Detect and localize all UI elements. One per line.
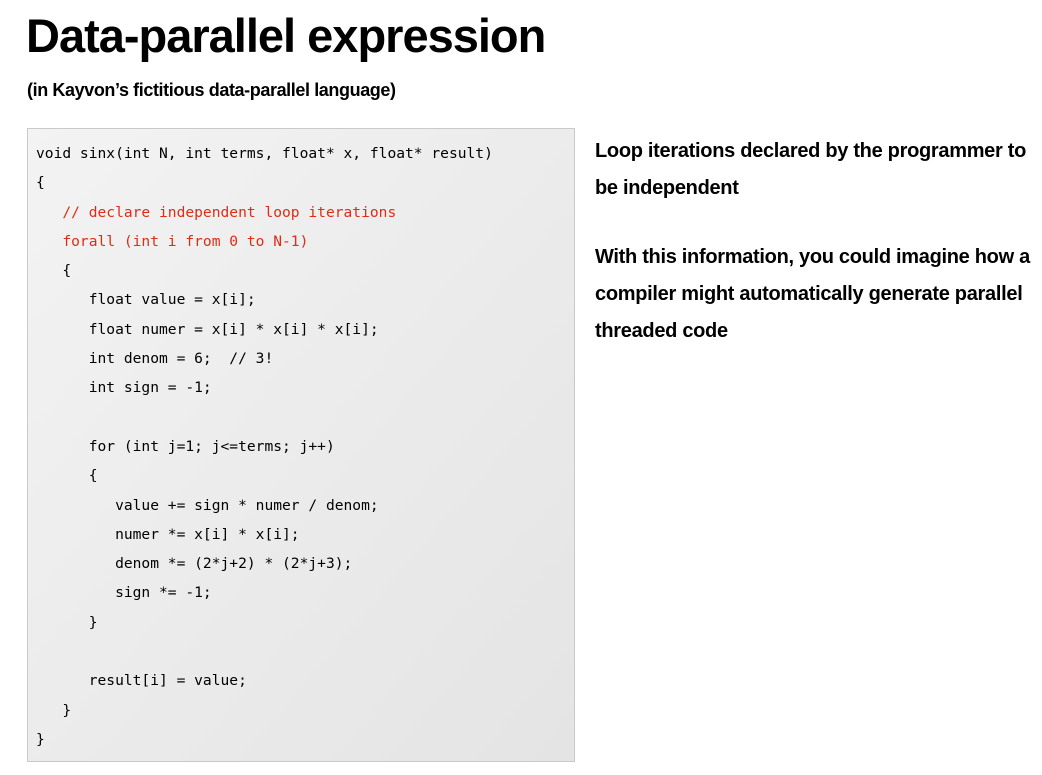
code-line: { bbox=[36, 174, 45, 192]
note-paragraph-1: Loop iterations declared by the programmer to be independent bbox=[595, 140, 1027, 199]
code-line: value += sign * numer / denom; bbox=[36, 496, 379, 514]
code-line: forall (int i from 0 to N-1) bbox=[36, 232, 309, 250]
code-line: // declare independent loop iterations bbox=[36, 203, 397, 221]
page-subtitle: (in Kayvon’s fictitious data-parallel language) bbox=[27, 80, 396, 100]
code-line: float value = x[i]; bbox=[36, 291, 256, 309]
code-line: float numer = x[i] * x[i] * x[i]; bbox=[36, 320, 379, 338]
code-listing bbox=[36, 139, 574, 754]
code-line: result[i] = value; bbox=[36, 672, 247, 690]
code-line: { bbox=[36, 467, 98, 485]
code-line: { bbox=[36, 262, 72, 280]
code-line: int denom = 6; // 3! bbox=[36, 350, 274, 368]
note-paragraph-2: With this information, you could imagine how a compiler might automatically generate parallel threaded code bbox=[595, 246, 1030, 342]
code-line: denom *= (2*j+2) * (2*j+3); bbox=[36, 555, 353, 573]
code-block bbox=[27, 128, 575, 762]
code-line: } bbox=[36, 730, 45, 748]
page-title: Data-parallel expression bbox=[26, 9, 546, 62]
code-line: for (int j=1; j<=terms; j++) bbox=[36, 437, 335, 455]
code-line: } bbox=[36, 701, 72, 719]
code-line: int sign = -1; bbox=[36, 379, 212, 397]
notes-column bbox=[595, 133, 1035, 382]
code-line: void sinx(int N, int terms, float* x, float* result) bbox=[36, 145, 493, 162]
code-line: numer *= x[i] * x[i]; bbox=[36, 525, 300, 543]
code-line: } bbox=[36, 613, 98, 631]
code-line: sign *= -1; bbox=[36, 584, 212, 602]
